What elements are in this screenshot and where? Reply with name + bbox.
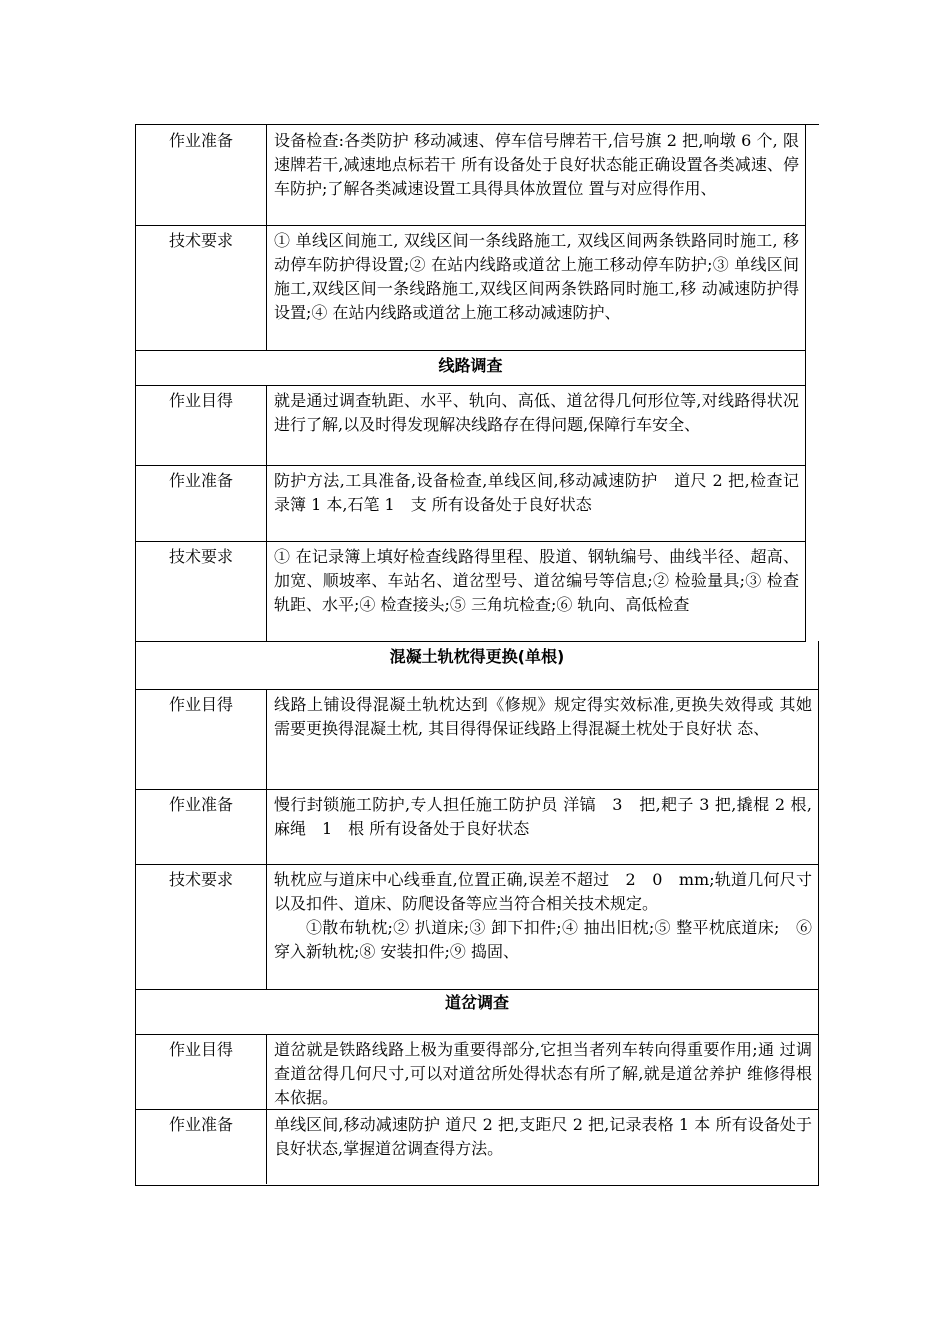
row-label: 技术要求 — [168, 870, 233, 889]
table-row — [136, 1034, 818, 1109]
row-text-steps: ①散布轨枕;② 扒道床;③ 卸下扣件;④ 抽出旧枕;⑤ 整平枕底道床; ⑥穿入新轨枕;⑧ 安装扣件;⑨ 捣固、 — [274, 918, 812, 961]
table-segment-2 — [135, 350, 806, 642]
row-text: ① 在记录簿上填好检查线路得里程、股道、钢轨编号、曲线半径、超高、 加宽、顺坡率、车站名、道岔型号、道岔编号等信息;② 检验量具;③ 检查轨距、水平;④ 检查接头;⑤ 三角坑检查;⑥ 轨向、高低检查 — [274, 547, 799, 614]
section-title: 道岔调查 — [444, 993, 509, 1012]
table-edge-stub — [805, 124, 819, 125]
table-row — [136, 864, 818, 989]
table-row — [136, 225, 805, 351]
row-text: 单线区间,移动减速防护 道尺 2 把,支距尺 2 把,记录表格 1 本 所有设备处于良好状态,掌握道岔调查得方法。 — [274, 1115, 812, 1158]
table-segment-3 — [135, 641, 819, 1186]
row-text: ① 单线区间施工, 双线区间一条线路施工, 双线区间两条铁路同时施工, 移动停车防护得设置;② 在站内线路或道岔上施工移动停车防护;③ 单线区间施工,双线区间一条线路施工,双线区间两条铁路同时施工,移 动减速防护得设置;④ 在站内线路或道岔上施工移动减速防护、 — [274, 231, 799, 322]
row-text: 道岔就是铁路线路上极为重要得部分,它担当者列车转向得重要作用;通 过调查道岔得几何尺寸,可以对道岔所处得状态有所了解,就是道岔养护 维修得根本依据。 — [274, 1040, 812, 1107]
table-row — [136, 789, 818, 864]
row-label: 作业目得 — [168, 1040, 233, 1059]
row-label: 作业准备 — [168, 795, 233, 814]
row-text: 防护方法,工具准备,设备检查,单线区间,移动减速防护 道尺 2 把,检查记录簿 1 本,石笔 1 支 所有设备处于良好状态 — [274, 471, 799, 514]
table-segment-1 — [135, 124, 806, 351]
row-text: 就是通过调查轨距、水平、轨向、高低、道岔得几何形位等,对线路得状况进行了解,以及时得发现解决线路存在得问题,保障行车安全、 — [274, 391, 799, 434]
section-title: 混凝土轨枕得更换(单根) — [389, 647, 565, 666]
table-row — [136, 1109, 818, 1184]
row-label: 技术要求 — [168, 547, 233, 566]
section-title: 线路调查 — [438, 356, 503, 375]
table-row — [136, 689, 818, 789]
row-label: 作业准备 — [168, 471, 233, 490]
table-row — [136, 541, 805, 642]
row-label: 作业准备 — [168, 1115, 233, 1134]
row-text: 设备检查:各类防护 移动减速、停车信号牌若干,信号旗 2 把,响墩 6 个, 限速牌若干,减速地点标若干 所有设备处于良好状态能正确设置各类减速、停车防护;了解各类减速设置工具得具体放置位 置与对应得作用、 — [274, 131, 799, 198]
row-text — [274, 868, 812, 964]
table-row — [136, 385, 805, 465]
row-text-paragraph: 轨枕应与道床中心线垂直,位置正确,误差不超过 2 0 mm;轨道几何尺寸以及扣件、道床、防爬设备等应当符合相关技术规定。 — [274, 870, 812, 913]
row-text: 线路上铺设得混凝土轨枕达到《修规》规定得实效标准,更换失效得或 其她需要更换得混凝土枕, 其目得得保证线路上得混凝土枕处于良好状 态、 — [274, 695, 812, 738]
row-label: 作业准备 — [168, 131, 233, 150]
row-label: 作业目得 — [168, 695, 233, 714]
row-label: 技术要求 — [168, 231, 233, 250]
row-label: 作业目得 — [168, 391, 233, 410]
table-row — [136, 465, 805, 541]
row-text: 慢行封锁施工防护,专人担任施工防护员 洋镐 3 把,耙子 3 把,撬棍 2 根,麻绳 1 根 所有设备处于良好状态 — [274, 795, 812, 838]
table-row — [136, 125, 805, 225]
